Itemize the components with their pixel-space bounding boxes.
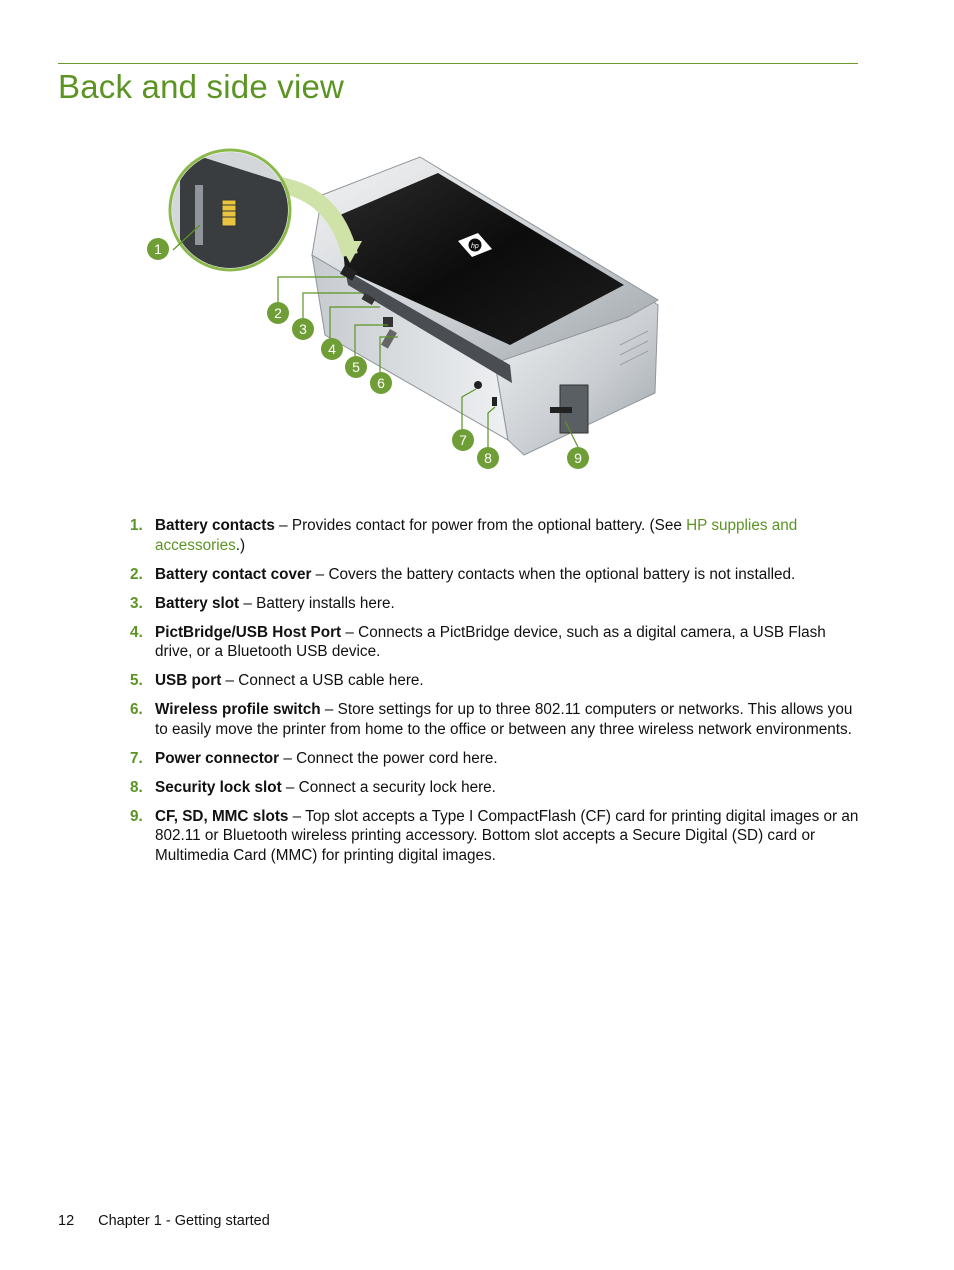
callout-3 — [292, 318, 314, 340]
item-number: 9. — [130, 807, 143, 825]
printer-illustration — [140, 145, 680, 480]
item-text: – Store settings for up to three 802.11 computers or networks. This allows you to easily move the printer from home to the office or between any three wireless network environments. — [155, 701, 853, 738]
svg-text:hp: hp — [471, 243, 479, 250]
callout-5 — [345, 356, 367, 378]
list-item — [130, 778, 862, 798]
chapter-label: Chapter 1 - Getting started — [98, 1213, 270, 1229]
callout-7 — [452, 429, 474, 451]
callout-6 — [370, 372, 392, 394]
list-item — [130, 700, 862, 739]
item-number: 4. — [130, 623, 143, 641]
item-term: PictBridge/USB Host Port — [155, 623, 342, 641]
item-text: – Connects a PictBridge device, such as a digital camera, a USB Flash drive, or a Bluetooth USB device. — [155, 623, 826, 660]
svg-text:4: 4 — [328, 341, 336, 357]
svg-text:7: 7 — [459, 432, 467, 448]
item-number: 7. — [130, 749, 143, 767]
svg-text:9: 9 — [574, 450, 582, 466]
svg-text:5: 5 — [352, 359, 360, 375]
supplies-link[interactable]: HP supplies and accessories — [155, 517, 798, 554]
header-rule — [58, 63, 858, 64]
item-number: 8. — [130, 778, 143, 796]
svg-text:2: 2 — [274, 305, 282, 321]
item-term: USB port — [155, 672, 222, 689]
item-number: 6. — [130, 701, 143, 718]
item-text: – Provides contact for power from the optional battery. (See — [274, 517, 687, 534]
list-item — [130, 623, 862, 662]
item-term: Wireless profile switch — [155, 701, 321, 718]
item-term: Security lock slot — [155, 778, 282, 796]
item-text: – Connect a USB cable here. — [221, 672, 424, 689]
item-text: – Connect the power cord here. — [279, 749, 498, 767]
list-item — [130, 807, 862, 866]
callout-1 — [147, 238, 169, 260]
svg-text:6: 6 — [377, 375, 385, 391]
page-footer — [58, 1213, 270, 1229]
item-term: Power connector — [155, 749, 280, 767]
item-number: 3. — [130, 594, 143, 612]
page-title: Back and side view — [58, 68, 345, 105]
item-term: Battery contact cover — [155, 565, 312, 583]
svg-text:8: 8 — [484, 450, 492, 466]
list-item — [130, 516, 862, 555]
item-term: Battery contacts — [155, 517, 275, 534]
item-text: – Battery installs here. — [239, 594, 395, 612]
callout-4 — [321, 338, 343, 360]
list-item — [130, 671, 862, 691]
callout-9 — [567, 447, 589, 469]
item-number: 5. — [130, 672, 143, 689]
item-number: 1. — [130, 517, 143, 534]
item-term: Battery slot — [155, 594, 240, 612]
svg-text:3: 3 — [299, 321, 307, 337]
list-item — [130, 594, 862, 614]
item-text: – Connect a security lock here. — [281, 778, 496, 796]
item-text: – Top slot accepts a Type I CompactFlash (CF) card for printing digital images or an 802.11 or Bluetooth wireless printing accessory. Bottom slot accepts a Secure Digital (SD) card or Multimedia Card (MMC) for printing digital images. — [155, 807, 859, 864]
item-text: – Covers the battery contacts when the optional battery is not installed. — [311, 565, 796, 583]
svg-text:1: 1 — [154, 241, 162, 257]
item-term: CF, SD, MMC slots — [155, 807, 289, 825]
callout-2 — [267, 302, 289, 324]
callout-8 — [477, 447, 499, 469]
list-item — [130, 749, 862, 769]
item-text-after: .) — [235, 536, 246, 554]
page-number: 12 — [58, 1213, 75, 1229]
list-item — [130, 565, 862, 585]
item-number: 2. — [130, 565, 143, 583]
printer-figure — [140, 145, 680, 480]
feature-list — [130, 516, 862, 875]
